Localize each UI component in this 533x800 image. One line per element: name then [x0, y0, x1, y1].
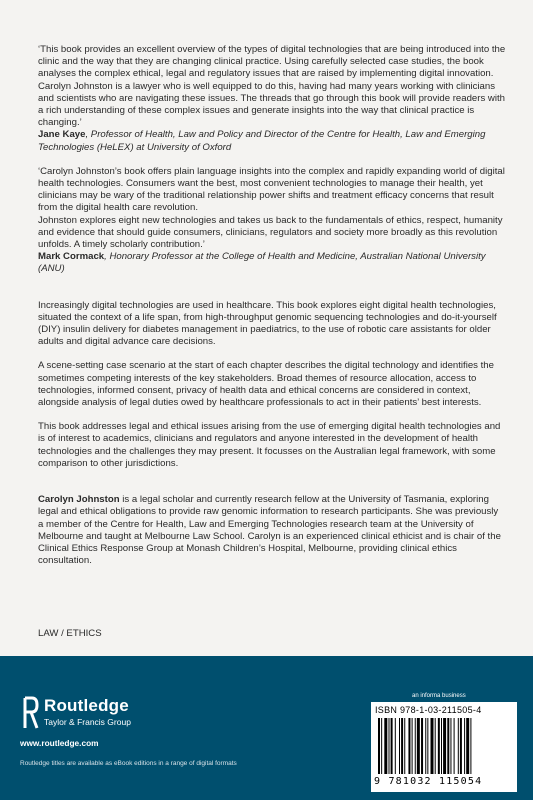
author-name: Carolyn Johnston	[38, 494, 120, 506]
description-paragraph: A scene-setting case scenario at the start of each chapter describes the digital technology and identifies the sometimes competing interests of the key stakeholders. Broad themes of resource allocation, access to technologies, informed consent, privacy of health data and ethical concerns are considered in context, alongside analysis of legal duties owed by healthcare professionals to act in their patients’ best interests.	[38, 360, 494, 409]
review-quote-continued: Johnston explores eight new technologies and takes us back to the fundamentals of ethics, respect, humanity and evidence that should guide consumers, clinicians, regulators and society more broadly as this revolution unfolds. A timely scholarly contribution.’	[38, 214, 503, 251]
ebook-note: Routledge titles are available as eBook editions in a range of digital formats	[20, 760, 237, 767]
routledge-logo-icon	[20, 696, 40, 730]
author-bio-text: is a legal scholar and currently research fellow at the University of Tasmania, exploring legal and ethical obligations to provide raw genomic information to research participants. She was previously a member of the Centre for Health, Law and Emerging Technologies research team at the University of Melbourne and taught at Melbourne Law School. Carolyn is an experienced clinical ethicist and is chair of the Clinical Ethics Response Group at Monash Children’s Hospital, Melbourne, providing clinical ethics consultation.	[38, 494, 501, 567]
isbn-barcode-box	[371, 702, 517, 792]
review-quote: ‘This book provides an excellent overview of the types of digital technologies that are being introduced into the clinic and the way that they are changing clinical practice. Using carefully selected case studies, the book analyses the complex ethical, legal and regulatory issues that are raised by implementing digital innovation. Carolyn Johnston is a lawyer who is well equipped to do this, having had many years working with clinicians and scientists who are navigating these issues. The threads that go through this book will provide readers with a rich understanding of these complex issues and generate insights into the way that clinical practice is changing.’	[38, 44, 506, 129]
author-bio	[38, 494, 506, 567]
back-cover-text	[38, 44, 506, 567]
informa-tagline: an informa business	[412, 693, 466, 699]
barcode	[374, 718, 514, 778]
barcode-digits: 9 781032 115054	[374, 776, 483, 787]
reviewer-affiliation: , Professor of Health, Law and Policy and Director of the Centre for Health, Law and Emerging Technologies (HeLEX) at University of Oxford	[38, 129, 486, 153]
reviewer-name: Jane Kaye	[38, 129, 86, 141]
publisher-name: Routledge	[44, 696, 129, 715]
review-attribution	[38, 251, 506, 275]
subject-category: LAW / ETHICS	[38, 628, 102, 639]
review-attribution	[38, 129, 506, 153]
publisher-website[interactable]: www.routledge.com	[20, 738, 99, 748]
description-paragraph: Increasingly digital technologies are used in healthcare. This book explores eight digital health technologies, situated the context of a life span, from high-throughput genomic sequencing technologies and do-it-yourself (DIY) insulin delivery for diabetes management in paediatrics, to the use of robotic care assistants for older adults and digital advance care decisions.	[38, 299, 497, 348]
reviewer-name: Mark Cormack	[38, 251, 105, 263]
review-quote: ‘Carolyn Johnston’s book offers plain language insights into the complex and rapidly expanding world of digital health technologies. Consumers want the best, most convenient technologies to manage their health, yet clinicians may be wary of the traditional relationship power shifts and treatment efficacy concerns that result from the digital health care revolution.	[38, 165, 505, 214]
publisher-group: Taylor & Francis Group	[44, 717, 131, 727]
description-paragraph: This book addresses legal and ethical issues arising from the use of emerging digital health technologies and is of interest to academics, clinicians and regulators and anyone interested in the development of health technologies and the challenges they may present. It focusses on the Australian legal framework, with some comparison to other jurisdictions.	[38, 421, 501, 469]
reviewer-affiliation: , Honorary Professor at the College of Health and Medicine, Australian National University (ANU)	[38, 251, 486, 275]
isbn: ISBN 978-1-03-211505-4	[375, 705, 482, 715]
publisher-footer	[0, 656, 533, 800]
